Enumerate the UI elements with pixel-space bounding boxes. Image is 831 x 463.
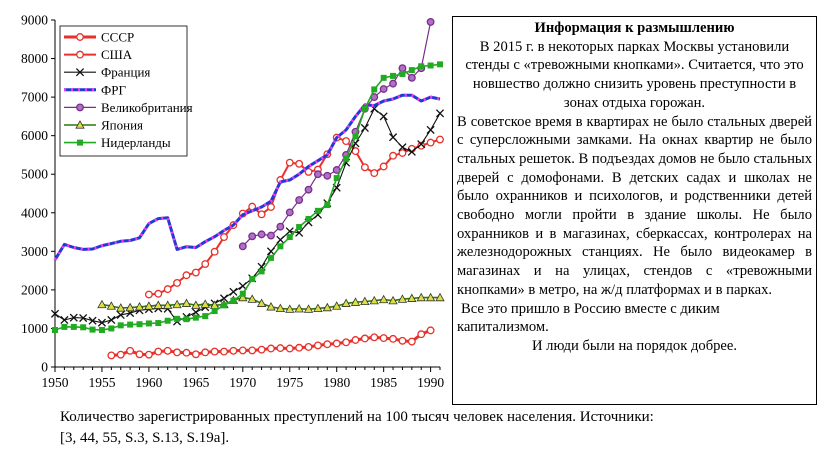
data-point	[343, 156, 348, 161]
data-point	[286, 345, 293, 352]
data-point	[315, 342, 322, 349]
info-paragraph-4: И люди были на порядок добрее.	[531, 337, 738, 354]
data-point	[287, 234, 292, 239]
x-tick-label: 1970	[229, 375, 257, 390]
legend-label: США	[101, 47, 133, 63]
data-point	[427, 126, 434, 133]
data-point	[146, 291, 153, 298]
y-tick-label: 0	[41, 359, 48, 375]
data-point	[99, 327, 104, 332]
data-point	[81, 325, 86, 330]
legend-label: Великобритания	[101, 99, 193, 115]
data-point	[240, 243, 247, 250]
data-point	[137, 322, 142, 327]
x-ticks	[42, 367, 445, 390]
data-point	[183, 272, 190, 279]
data-point	[258, 211, 265, 218]
data-point	[418, 331, 425, 338]
data-point	[268, 345, 275, 352]
series-1	[108, 327, 434, 359]
data-point	[427, 139, 434, 146]
data-point	[221, 303, 226, 308]
data-point	[174, 349, 181, 356]
data-point	[409, 338, 416, 345]
data-point	[400, 71, 405, 76]
y-tick-label: 4000	[21, 205, 48, 221]
x-tick-label: 1980	[323, 375, 351, 390]
data-point	[117, 311, 124, 318]
data-point	[155, 290, 162, 297]
y-tick-label: 8000	[21, 51, 48, 67]
data-point	[108, 316, 115, 323]
data-point	[277, 223, 284, 230]
data-point	[230, 288, 237, 295]
legend	[60, 26, 193, 156]
y-tick-label: 5000	[21, 166, 48, 182]
data-point	[296, 161, 303, 168]
info-paragraph-3: Все это пришло в Россию вместе с диким капитализмом.	[457, 300, 720, 336]
data-point	[268, 204, 275, 211]
data-point	[428, 63, 433, 68]
data-point	[212, 308, 217, 313]
data-point	[193, 315, 198, 320]
data-point	[436, 110, 443, 117]
legend-label: Япония	[101, 117, 144, 133]
data-point	[203, 314, 208, 319]
data-point	[361, 124, 368, 131]
data-point	[183, 349, 190, 356]
data-point	[315, 171, 322, 178]
data-point	[118, 323, 123, 328]
info-panel	[452, 16, 817, 405]
x-tick-label: 1960	[135, 375, 163, 390]
data-point	[117, 351, 124, 358]
y-tick-label: 1000	[21, 320, 48, 336]
data-point	[174, 280, 181, 287]
info-title: Информация к размышлению	[534, 20, 735, 36]
data-point	[399, 150, 406, 157]
data-point	[77, 34, 84, 41]
y-tick-label: 3000	[21, 243, 48, 259]
data-point	[136, 351, 143, 358]
data-point	[202, 349, 209, 356]
data-point	[268, 255, 273, 260]
data-point	[221, 234, 228, 241]
data-point	[211, 348, 218, 355]
data-point	[399, 337, 406, 344]
x-tick-label: 1955	[88, 375, 116, 390]
data-point	[202, 261, 209, 268]
data-point	[146, 321, 151, 326]
data-point	[174, 316, 179, 321]
data-point	[389, 134, 396, 141]
data-point	[390, 152, 397, 159]
data-point	[409, 75, 416, 82]
data-point	[258, 231, 265, 238]
x-tick-label: 1985	[370, 375, 398, 390]
chart-caption	[60, 407, 780, 449]
data-point	[296, 197, 303, 204]
x-tick-label: 1965	[182, 375, 210, 390]
data-point	[353, 134, 358, 139]
data-point	[71, 324, 76, 329]
y-tick-label: 2000	[21, 282, 48, 298]
data-point	[165, 318, 170, 323]
data-point	[240, 291, 245, 296]
data-point	[259, 269, 264, 274]
data-point	[362, 335, 369, 342]
data-point	[277, 236, 284, 243]
data-point	[77, 104, 84, 111]
data-point	[305, 344, 312, 351]
data-point	[277, 345, 284, 352]
data-point	[155, 348, 162, 355]
data-point	[427, 19, 434, 26]
data-point	[409, 68, 414, 73]
data-point	[128, 322, 133, 327]
x-tick-label: 1990	[417, 375, 445, 390]
data-point	[334, 175, 339, 180]
data-point	[352, 337, 359, 344]
data-point	[372, 87, 377, 92]
data-point	[362, 106, 367, 111]
data-point	[390, 336, 397, 343]
data-point	[156, 320, 161, 325]
data-point	[108, 352, 115, 359]
data-point	[343, 339, 350, 346]
data-point	[324, 341, 331, 348]
legend-label: СССР	[101, 29, 135, 45]
data-point	[380, 113, 387, 120]
data-point	[296, 344, 303, 351]
data-point	[362, 164, 369, 171]
data-point	[380, 86, 387, 93]
data-point	[98, 301, 106, 308]
data-point	[380, 335, 387, 342]
data-point	[437, 62, 442, 67]
data-point	[193, 269, 200, 276]
data-point	[240, 347, 247, 354]
data-point	[343, 138, 350, 145]
data-point	[250, 276, 255, 281]
data-point	[371, 334, 378, 341]
data-point	[278, 244, 283, 249]
data-point	[127, 348, 134, 355]
y-tick-label: 9000	[21, 12, 48, 28]
data-point	[230, 348, 237, 355]
data-point	[52, 327, 57, 332]
data-point	[286, 209, 293, 216]
data-point	[268, 232, 275, 239]
data-point	[184, 317, 189, 322]
data-point	[419, 64, 424, 69]
data-point	[62, 324, 67, 329]
data-point	[231, 298, 236, 303]
data-point	[164, 348, 171, 355]
caption-line-1: Количество зарегистрированных преступлений на 100 тысяч человек населения. Источники:	[60, 409, 654, 425]
y-ticks	[21, 13, 55, 375]
data-point	[61, 316, 68, 323]
data-point	[249, 347, 256, 354]
data-point	[77, 51, 84, 58]
crime-rate-chart	[0, 0, 450, 405]
data-point	[371, 170, 378, 177]
x-tick-label: 1975	[276, 375, 304, 390]
data-point	[325, 202, 330, 207]
data-point	[221, 348, 228, 355]
data-point	[380, 163, 387, 170]
data-point	[77, 140, 82, 145]
legend-label: Нидерланды	[101, 135, 171, 151]
data-point	[306, 216, 311, 221]
data-point	[315, 208, 320, 213]
data-point	[333, 340, 340, 347]
data-point	[90, 327, 95, 332]
data-point	[427, 327, 434, 334]
data-point	[211, 248, 218, 255]
data-point	[390, 80, 397, 87]
data-point	[258, 346, 265, 353]
data-point	[109, 326, 114, 331]
legend-label: Франция	[101, 64, 151, 80]
data-point	[399, 65, 406, 72]
data-point	[249, 233, 256, 240]
data-point	[437, 136, 444, 143]
info-paragraph-2: В советское время в квартирах не было стальных дверей с суперсложными замками. На окнах квартир не было стальных решеток. В подъездах домов не было стальных дверей с домофонами. В детских садах и школах не было охранников и психологов, и родственники детей свободно могли пройти в здание школы. Не было охранников и в магазинах, сберкассах, контролерах на железнодорожных станциях. Не было видеокамер в магазинах и на улицах, стендов с «тревожными кнопками» в метро, на ж/д платформах и в парках.	[457, 113, 812, 298]
data-point	[381, 75, 386, 80]
data-point	[164, 286, 171, 293]
series-2	[146, 134, 444, 298]
y-tick-label: 7000	[21, 89, 48, 105]
data-point	[146, 351, 153, 358]
x-tick-label: 1950	[41, 375, 69, 390]
caption-line-2: [3, 44, 55, S.3, S.13, S.19a].	[60, 430, 230, 446]
data-point	[286, 159, 293, 166]
data-point	[390, 73, 395, 78]
data-point	[305, 186, 312, 193]
data-point	[193, 351, 200, 358]
info-paragraph-1: В 2015 г. в некоторых парках Москвы установили стенды с «тревожными кнопками». Считается, что это новшество должно снизить уровень преступности в зонах отдыха горожан.	[465, 38, 804, 111]
data-point	[324, 172, 331, 179]
y-tick-label: 6000	[21, 128, 48, 144]
data-point	[297, 224, 302, 229]
legend-label: ФРГ	[101, 82, 127, 98]
